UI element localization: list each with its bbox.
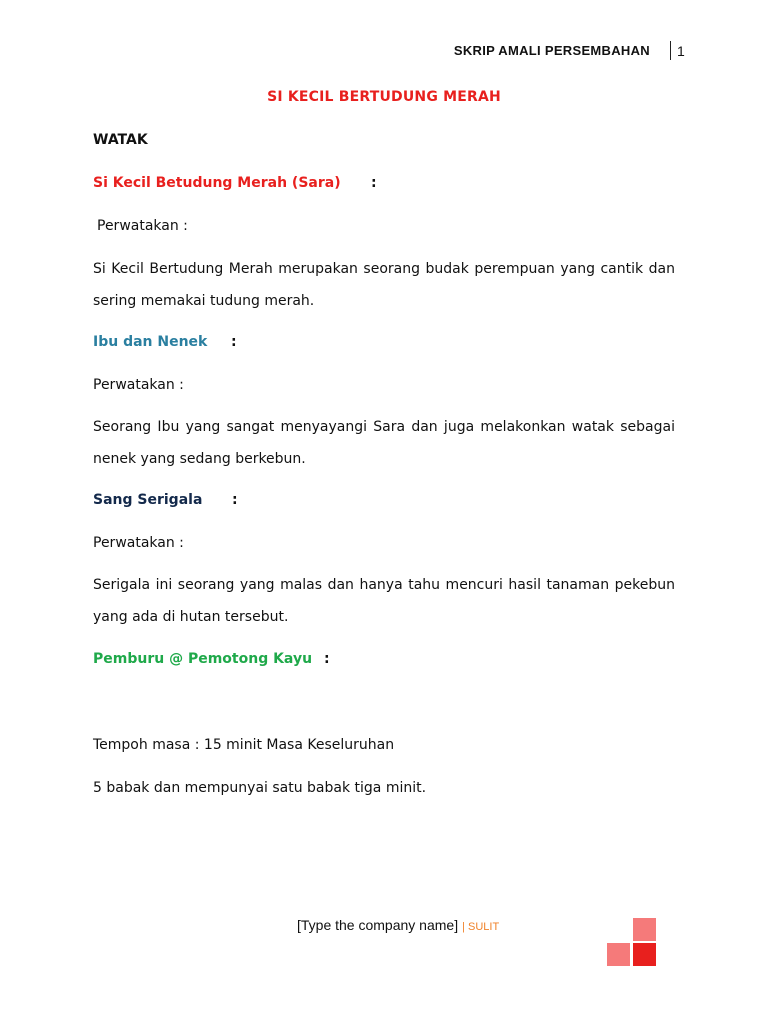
document-title: SI KECIL BERTUDUNG MERAH xyxy=(267,89,501,105)
character-description: Seorang Ibu yang sangat menyayangi Sara dan juga melakonkan watak sebagai nenek yang sedang berkebun. xyxy=(93,419,675,467)
character-colon: : xyxy=(231,334,237,350)
character-colon: : xyxy=(371,175,377,191)
logo-block xyxy=(633,918,656,941)
character-colon: : xyxy=(324,651,330,667)
header-separator xyxy=(670,41,671,60)
character-name-ibu: Ibu dan Nenek xyxy=(93,334,208,350)
character-name-sara: Si Kecil Betudung Merah (Sara) xyxy=(93,175,341,191)
section-heading: WATAK xyxy=(93,132,148,148)
header-title: SKRIP AMALI PERSEMBAHAN xyxy=(453,43,650,58)
perwatakan-label: Perwatakan : xyxy=(93,535,184,551)
footer-logo-icon xyxy=(607,918,657,966)
footer-classification: | SULIT xyxy=(462,921,500,933)
page-footer xyxy=(297,917,499,935)
perwatakan-label: Perwatakan : xyxy=(97,218,188,234)
perwatakan-label: Perwatakan : xyxy=(93,377,184,393)
character-name-pemburu: Pemburu @ Pemotong Kayu xyxy=(93,651,313,667)
footer-company-name: [Type the company name] xyxy=(297,917,459,933)
character-colon: : xyxy=(232,492,238,508)
acts-text: 5 babak dan mempunyai satu babak tiga minit. xyxy=(93,780,427,796)
character-name-serigala: Sang Serigala xyxy=(93,492,203,508)
duration-text: Tempoh masa : 15 minit Masa Keseluruhan xyxy=(93,737,395,753)
page-header xyxy=(0,41,768,63)
logo-block xyxy=(633,943,656,966)
character-description: Serigala ini seorang yang malas dan hanya tahu mencuri hasil tanaman pekebun yang ada di hutan tersebut. xyxy=(93,577,675,625)
logo-block xyxy=(607,943,630,966)
page-number: 1 xyxy=(677,43,685,59)
character-description: Si Kecil Bertudung Merah merupakan seorang budak perempuan yang cantik dan sering memakai tudung merah. xyxy=(93,261,675,309)
